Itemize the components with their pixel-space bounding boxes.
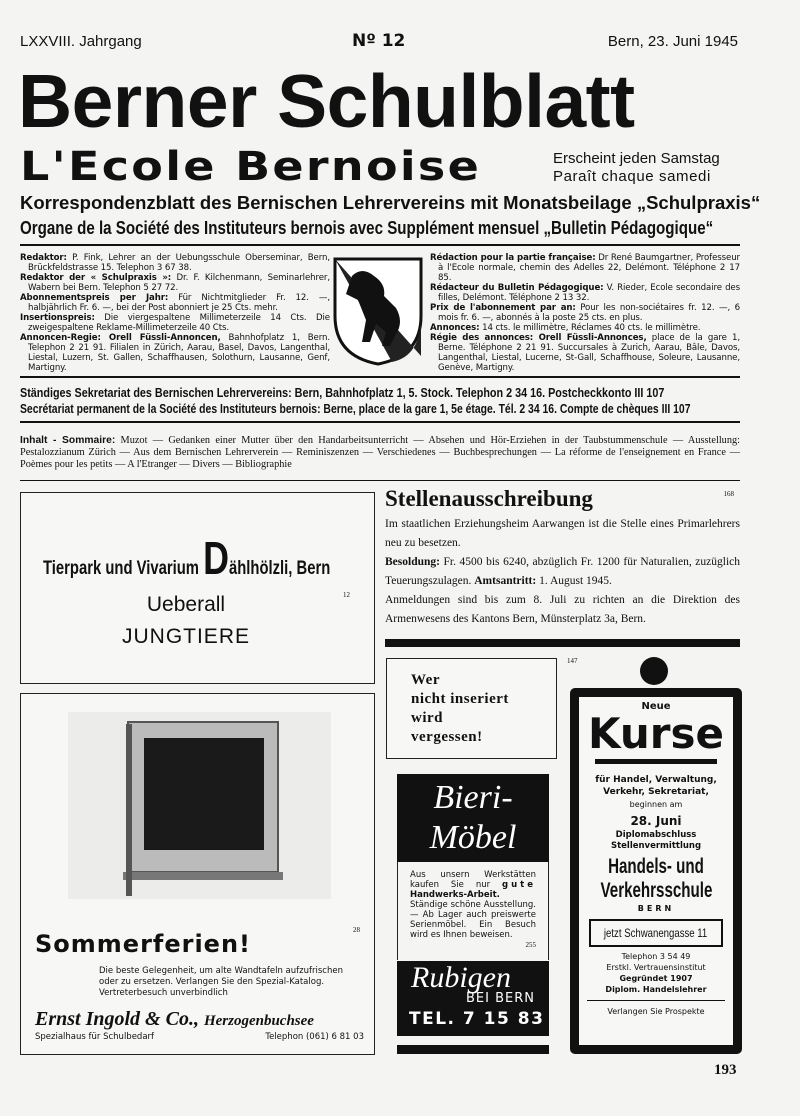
- kurse-school: Handels- und: [608, 855, 704, 878]
- contents-text: Muzot — Gedanken einer Mutter über den Handarbeitsunterricht — Absehen und Hör-Erziehen in der Taubstummenschule — Ausstellung: Pestalozzianum Zürich — Aus dem Bernischen Lehrerverein — Reminiszenzen — Verschiedenes — Buchbesprechungen — La réforme de l'enseignement en France — Poèmes pour les petits — A l'Etranger — Divers — Bibliographie: [20, 435, 740, 470]
- volume: LXXVIII. Jahrgang: [20, 33, 142, 50]
- info-label: Rédacteur du Bulletin Pédagogique:: [430, 283, 604, 293]
- schedule-fr: Paraît chaque samedi: [553, 168, 711, 185]
- ad-tierpark: [20, 492, 375, 684]
- info-label: Redaktor:: [20, 253, 67, 263]
- ad-ref: 12: [343, 591, 350, 599]
- job-posting: [385, 486, 740, 629]
- info-label: Abonnementspreis per Jahr:: [20, 293, 169, 303]
- bieri-body: [397, 862, 549, 960]
- ingold-body-line: Vertreterbesuch unverbindlich: [99, 988, 228, 998]
- ingold-body-line: Die beste Gelegenheit, um alte Wandtafeln aufzufrischen: [99, 966, 343, 976]
- kurse-line: Erstkl. Vertrauensinstitut: [606, 963, 706, 972]
- company-name: Ernst Ingold & Co.,: [35, 1008, 199, 1030]
- ad-ref: 28: [353, 926, 360, 934]
- kurse-line: Verlangen Sie Prospekte: [607, 1007, 705, 1016]
- divider: [20, 244, 740, 246]
- blackboard-photo-icon: [68, 712, 331, 899]
- ingold-phone: Telephon (061) 6 81 03: [265, 1032, 364, 1042]
- tagline-fr: Organe de la Société des Instituteurs bernois avec Supplément mensuel „Bulletin Pédagogique“: [20, 218, 714, 238]
- masthead-subtitle: L'Ecole Bernoise: [20, 144, 482, 190]
- salary-text: Fr. 4500 bis 6240, abzüglich Fr. 1200 für Naturalien, zuzüglich Teuerungszulagen.: [385, 556, 740, 587]
- ingold-body-line: oder zu ersetzen. Verlangen Sie den Spezial-Katalog.: [99, 977, 325, 987]
- start-text: 1. August 1945.: [536, 575, 612, 587]
- info-label: Rédaction pour la partie française:: [430, 253, 596, 263]
- kurse-date: 28. Juni: [630, 814, 682, 828]
- salary-label: Besoldung:: [385, 556, 440, 568]
- bieri-text: Aus unsern Werkstätten kaufen Sie nur: [410, 870, 536, 890]
- job-paragraph: [385, 553, 740, 591]
- schedule: [553, 150, 720, 186]
- kurse-school: Verkehrsschule: [600, 879, 713, 902]
- issue-number: Nº 12: [352, 31, 406, 51]
- kurse-line: beginnen am: [629, 800, 683, 809]
- info-text: Dr. F. Kilchenmann, Seminarlehrer, Wabern bei Bern. Telephon 5 27 72.: [28, 273, 330, 293]
- info-de: [20, 253, 330, 373]
- divider: [20, 421, 740, 423]
- job-paragraph: Anmeldungen sind bis zum 8. Juli zu richten an die Direktion des Armenwesens des Kantons Bern, Münsterplatz 3a, Bern.: [385, 594, 740, 625]
- ingold-headline: Sommerferien!: [35, 930, 251, 958]
- bieri-logo-line1: Bieri-: [433, 779, 513, 816]
- ad-wer: [386, 658, 557, 759]
- info-text: place de la gare 1, Berne. Téléphone 2 21 91. Succursales à Zurich, Aarau, Bâle, Davos, Langenthal, Liestal, Lucerne, St-Gall, Schaffhouse, Soleure, Lausanne, Genève, Martigny.: [438, 333, 740, 373]
- bieri-logo: [397, 774, 549, 862]
- kurse-line: Diplomabschluss: [615, 830, 697, 840]
- divider-bar: [385, 639, 740, 647]
- ad-ref: 255: [525, 941, 536, 949]
- divider: [595, 759, 717, 764]
- info-label: Prix de l'abonnement par an:: [430, 303, 576, 313]
- tierpark-name-a: Tierpark und Vivarium: [43, 558, 204, 579]
- info-text: P. Fink, Lehrer an der Uebungsschule Oberseminar, Bern, Brückfeldstrasse 15. Telephon 3 67 38.: [28, 253, 330, 273]
- divider: [587, 1000, 725, 1001]
- info-fr: [430, 253, 740, 373]
- kurse-line: für Handel, Verwaltung,: [595, 775, 717, 785]
- dot-icon: [640, 657, 668, 685]
- job-title: Stellenausschreibung: [385, 486, 593, 511]
- masthead-title: Berner Schulblatt: [18, 59, 635, 143]
- kurse-line: Gegründet 1907: [619, 974, 693, 983]
- bieri-logo-line2: Möbel: [429, 819, 517, 856]
- kurse-address: jetzt Schwanengasse 11: [604, 926, 708, 940]
- wer-line: vergessen!: [411, 729, 483, 745]
- page-number: 193: [714, 1062, 737, 1078]
- kurse-line: Diplom. Handelslehrer: [605, 985, 707, 994]
- ingold-tagline: Spezialhaus für Schulbedarf: [35, 1032, 155, 1042]
- rubigen-town2: BEI BERN: [466, 991, 535, 1006]
- info-text: Die viergespaltene Millimeterzeile 14 Cts. Die zweigespaltene Reklame-Millimeterzeile 40 Cts.: [28, 313, 330, 333]
- tierpark-name: [43, 531, 330, 585]
- contents-label: Inhalt - Sommaire:: [20, 435, 116, 446]
- wer-line: nicht inseriert: [411, 691, 509, 707]
- ingold-body: [99, 966, 343, 999]
- kurse-line: Stellenvermittlung: [610, 841, 702, 851]
- info-text: Pour les non-sociétaires fr. 12. —, 6 mois fr. 6. —, abonnés à la poste 25 cts. en plus.: [438, 303, 740, 323]
- ingold-company: [35, 1008, 314, 1031]
- kurse-address-box: [589, 919, 723, 947]
- info-text: 14 cts. le millimètre, Réclames 40 cts. le millimètre.: [479, 323, 701, 333]
- ad-ref: 168: [723, 490, 734, 498]
- tierpark-line2: JUNGTIERE: [121, 625, 250, 648]
- ad-ingold: [20, 693, 375, 1055]
- secretariat-de: Ständiges Sekretariat des Bernischen Lehrervereins: Bern, Bahnhofplatz 1, 5. Stock. Telephon 2 34 16. Postcheckkonto III 107: [20, 385, 665, 400]
- bieri-text: Ständige schöne Ausstellung. — Ab Lager auch preiswerte Serienmöbel. Ein Besuch wird es Ihnen beweisen.: [410, 900, 536, 940]
- issue-date: Bern, 23. Juni 1945: [607, 33, 738, 50]
- job-body: [385, 515, 740, 629]
- info-label: Régie des annonces: Orell Füssli-Annonces,: [430, 333, 647, 343]
- start-label: Amtsantritt:: [474, 575, 537, 587]
- table-of-contents: [20, 435, 740, 471]
- bieri-text: gute: [502, 880, 536, 890]
- kurse-line: Verkehr, Sekretariat,: [603, 787, 709, 797]
- job-paragraph: Im staatlichen Erziehungsheim Aarwangen ist die Stelle eines Primarlehrers neu zu besetzen.: [385, 518, 740, 549]
- tagline-de: Korrespondenzblatt des Bernischen Lehrervereins mit Monatsbeilage „Schulpraxis“: [20, 192, 761, 213]
- info-label: Redaktor der « Schulpraxis »:: [20, 273, 172, 283]
- info-text: V. Rieder, Ecole secondaire des filles, Delémont. Téléphone 2 13 32.: [438, 283, 740, 303]
- ad-ref: 147: [567, 657, 578, 665]
- rubigen-phone: TEL. 7 15 83: [409, 1009, 545, 1029]
- tierpark-initial: D: [203, 532, 229, 584]
- tierpark-line1: Ueberall: [146, 593, 226, 616]
- divider-bar: [397, 1045, 549, 1054]
- info-label: Annonces:: [430, 323, 480, 333]
- divider: [20, 480, 740, 481]
- schedule-de: Erscheint jeden Samstag: [553, 150, 720, 167]
- rubigen-logo: [397, 961, 549, 1036]
- info-text: Dr René Baumgartner, Professeur à l'Ecole normale, chemin des Adelles 22, Delémont. Téléphone 2 17 85.: [438, 253, 740, 283]
- tierpark-name-b: ählhölzli, Bern: [228, 558, 331, 579]
- info-label: Annoncen-Regie: Orell Füssli-Annoncen,: [20, 333, 221, 343]
- info-label: Insertionspreis:: [20, 313, 95, 323]
- kurse-title: Kurse: [588, 709, 724, 758]
- info-text: Für Nichtmitglieder Fr. 12. —, halbjährlich Fr. 6. —, bei der Post abonniert je 25 Cts. mehr.: [28, 293, 330, 313]
- kurse-line: Telephon 3 54 49: [621, 952, 691, 961]
- company-town: Herzogenbuchsee: [203, 1013, 314, 1029]
- bern-coat-of-arms-icon: [332, 256, 424, 366]
- ad-kurse: [570, 688, 742, 1054]
- divider: [20, 376, 740, 378]
- rubigen-town: Rubigen: [411, 961, 511, 994]
- kurse-neue: Neue: [641, 701, 671, 712]
- info-text: Bahnhofplatz 1, Bern. Telephon 2 21 91. Filialen in Zürich, Aarau, Basel, Davos, Langenthal, Liestal, Luzern, St. Gallen, Schaffhausen, Solothurn, Lausanne, Genf, Martigny.: [28, 333, 330, 373]
- secretariat-fr: Secrétariat permanent de la Société des Instituteurs bernois: Berne, place de la gare 1, 5e étage. Tél. 2 34 16. Compte de chèques III 107: [20, 401, 691, 416]
- kurse-bern: BERN: [637, 904, 675, 913]
- wer-line: Wer: [411, 672, 440, 688]
- bieri-text: Handwerks-Arbeit.: [410, 890, 500, 900]
- wer-line: wird: [411, 710, 443, 726]
